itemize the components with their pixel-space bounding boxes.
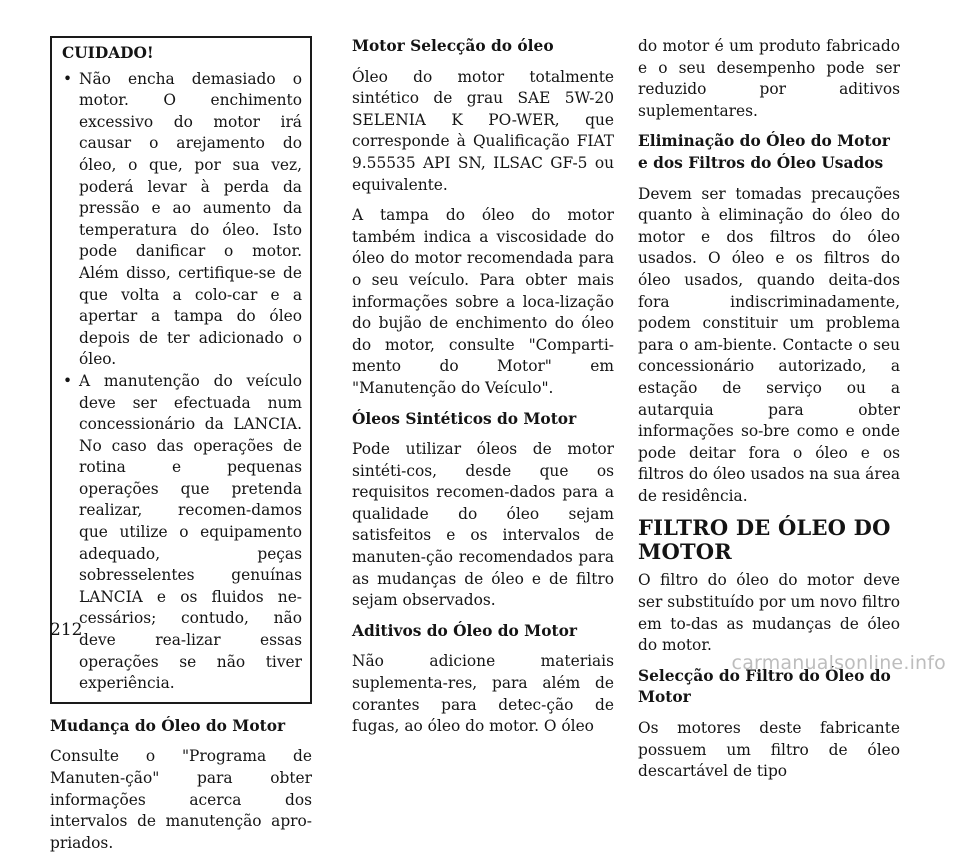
paragraph: Consulte o "Programa de Manuten-ção" para obter informações acerca dos intervalos de manutenção apro-priados.	[50, 747, 312, 852]
heading-oil-selection: Motor Selecção do óleo	[352, 37, 554, 55]
watermark: carmanualsonline.info	[731, 652, 946, 674]
column-left	[50, 36, 312, 863]
caution-title: CUIDADO!	[62, 44, 154, 62]
heading-oil-change: Mudança do Óleo do Motor	[50, 716, 286, 735]
caution-item: • A manutenção do veículo deve ser efectuada num concessionário da LANCIA. No caso das operações de rotina e pequenas operações que pretenda realizar, recomen-damos que utilize o equipamento adequado, peças sobresselentes genuínas LANCIA e os fluidos ne-cessários; contudo, não deve rea-lizar essas operações se não tiver experiência.	[62, 371, 302, 695]
paragraph: Óleo do motor totalmente sintético de grau SAE 5W-20 SELENIA K PO-WER, que corresponde à Qualificação FIAT 9.55535 API SN, ILSAC GF-5 ou equivalente.	[352, 67, 614, 194]
column-right	[638, 36, 900, 792]
heading-filter-selection: Selecção do Filtro do Óleo do Motor	[638, 666, 891, 707]
heading-synthetic-oils: Óleos Sintéticos do Motor	[352, 409, 577, 428]
column-middle	[352, 36, 614, 747]
page-number: 212	[50, 620, 83, 640]
caution-list	[62, 69, 302, 695]
paragraph: Não adicione materiais suplementa-res, para além de corantes para detec-ção de fugas, ao óleo do motor. O óleo	[352, 652, 614, 736]
paragraph: Devem ser tomadas precauções quanto à eliminação do óleo do motor e dos filtros do óleo usados. O óleo e os filtros do óleo usados, quando deita-dos fora indiscriminadamente, podem constituir um problema para o am-biente. Contacte o seu concessionário autorizado, a estação de serviço ou a autarquia para obter informações so-bre como e onde pode deitar fora o óleo e os filtros do óleo usados na sua área de residência.	[638, 184, 900, 505]
heading-oil-disposal: Eliminação do Óleo do Motor e dos Filtros do Óleo Usados	[638, 132, 890, 172]
paragraph: Os motores deste fabricante possuem um filtro de óleo descartável de tipo	[638, 719, 900, 781]
paragraph: A tampa do óleo do motor também indica a viscosidade do óleo do motor recomendada para o seu veículo. Para obter mais informações sobre a loca-lização do bujão de enchimento do óleo do motor, consulte "Comparti-mento do Motor" em "Manutenção do Veículo".	[352, 206, 614, 397]
section-title-oil-filter: FILTRO DE ÓLEO DO MOTOR	[638, 515, 891, 565]
caution-item: • Não encha demasiado o motor. O enchimento excessivo do motor irá causar o arejamento do óleo, o que, por sua vez, poderá levar à perda da pressão e ao aumento da temperatura do óleo. Isto pode danificar o motor. Além disso, certifique-se de que volta a colo-car e a apertar a tampa do óleo depois de ter adicionado o óleo.	[62, 69, 302, 371]
paragraph: O filtro do óleo do motor deve ser substituído por um novo filtro em to-das as mudanças de óleo do motor.	[638, 571, 900, 655]
paragraph: do motor é um produto fabricado e o seu desempenho pode ser reduzido por aditivos suplementares.	[638, 37, 900, 120]
heading-oil-additives: Aditivos do Óleo do Motor	[352, 621, 577, 640]
paragraph: Pode utilizar óleos de motor sintéti-cos, desde que os requisitos recomen-dados para a qualidade do óleo sejam satisfeitos e os intervalos de manuten-ção recomendados para as mudanças de óleo e de filtro sejam observados.	[352, 440, 614, 610]
caution-box	[50, 36, 312, 704]
